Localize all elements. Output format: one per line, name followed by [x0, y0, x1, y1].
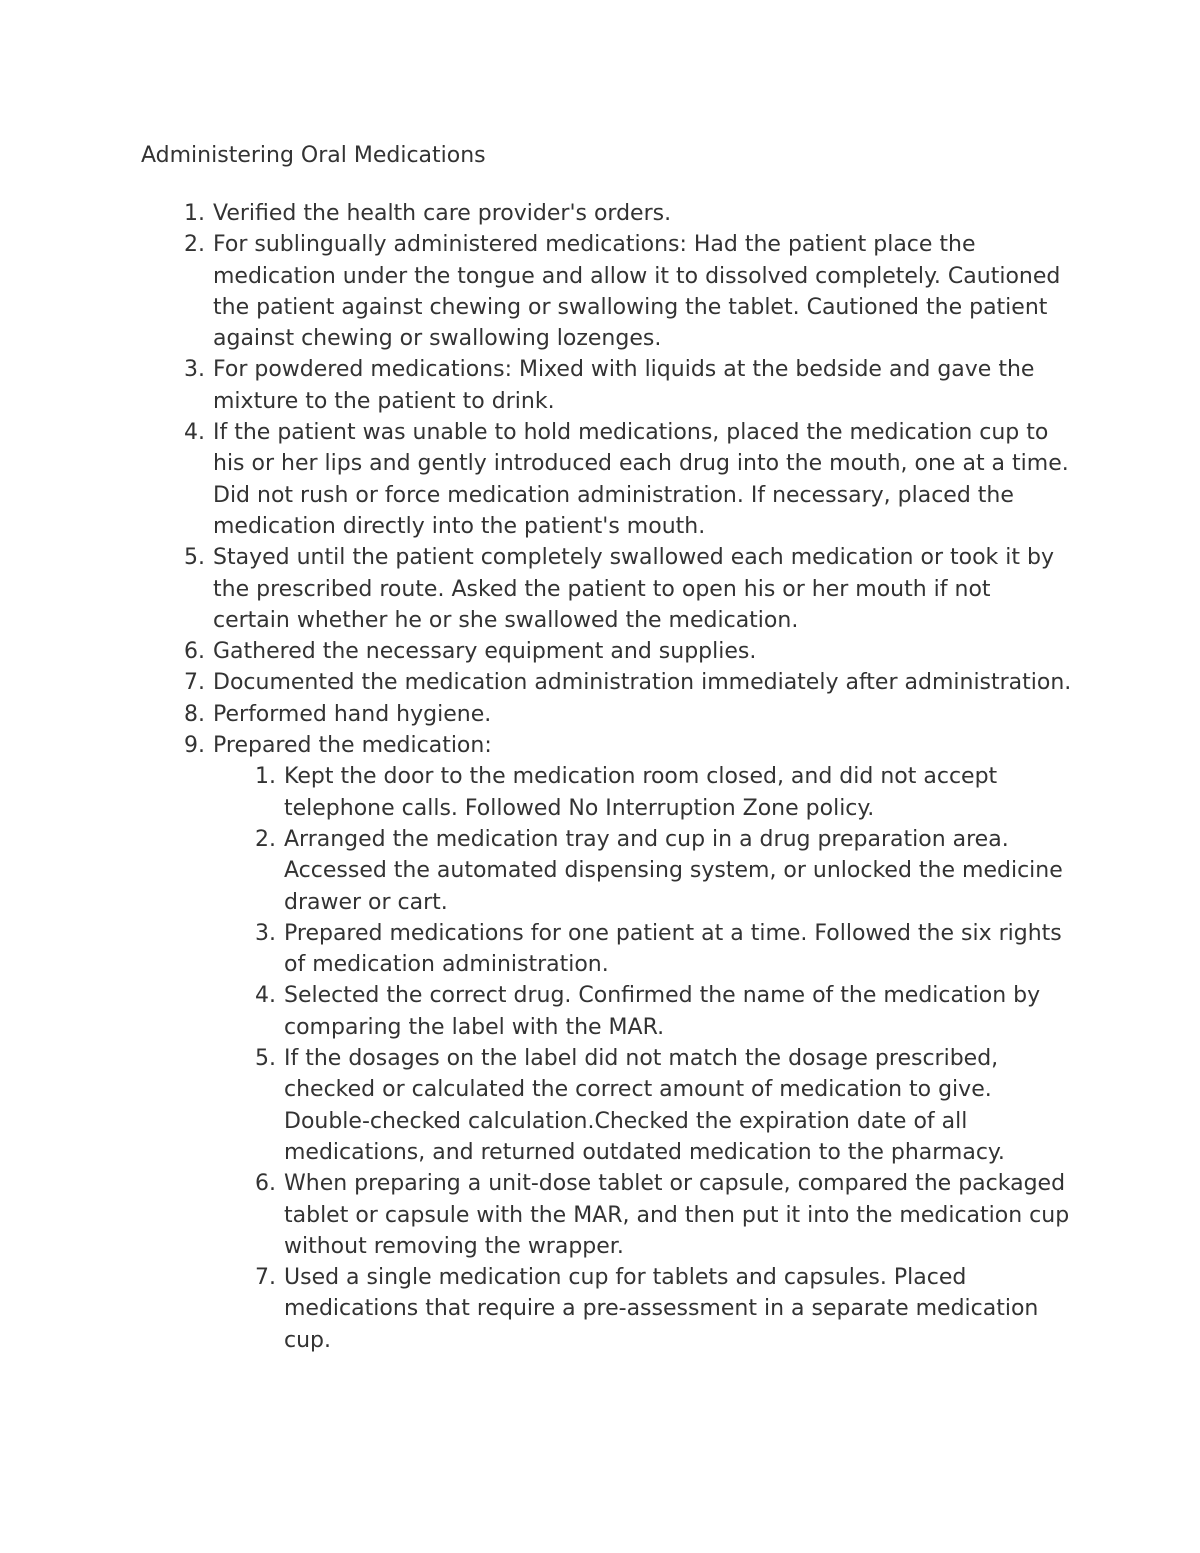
step-number: 4. [184, 420, 205, 446]
preparation-substeps-list [213, 761, 1073, 1356]
substep-number: 5. [255, 1046, 276, 1072]
list-item [184, 198, 1073, 229]
list-item [184, 542, 1073, 636]
substep-number: 3. [255, 920, 276, 946]
step-number: 3. [184, 357, 205, 383]
list-item [184, 229, 1073, 354]
list-item [255, 1043, 1073, 1168]
step-text: Documented the medication administration immediately after administration. [213, 670, 1072, 696]
step-number: 5. [184, 545, 205, 571]
substep-text: If the dosages on the label did not match the dosage prescribed, checked or calculated the correct amount of medication to give. Double-checked calculation.Checked the expiration date of all medications, and returned outdated medication to the pharmacy. [284, 1046, 1005, 1165]
step-number: 2. [184, 232, 205, 258]
step-text: Verified the health care provider's orders. [213, 201, 672, 226]
list-item [184, 699, 1073, 730]
list-item [255, 918, 1073, 981]
step-text: Stayed until the patient completely swallowed each medication or took it by the prescribed route. Asked the patient to open his or her mouth if not certain whether he or she swallowed the medication. [213, 545, 1054, 633]
step-number: 1. [184, 201, 205, 226]
list-item [184, 667, 1073, 698]
list-item [255, 824, 1073, 918]
list-item [255, 980, 1073, 1043]
substep-text: Used a single medication cup for tablets and capsules. Placed medications that require a pre-assessment in a separate medication cup. [284, 1265, 1039, 1353]
step-number: 6. [184, 639, 205, 665]
step-number: 7. [184, 670, 205, 696]
list-item [184, 730, 1073, 1356]
substep-number: 2. [255, 826, 276, 852]
list-item [255, 761, 1073, 824]
list-item [255, 1168, 1073, 1262]
step-text: Gathered the necessary equipment and supplies. [213, 639, 757, 665]
substep-text: Selected the correct drug. Confirmed the name of the medication by comparing the label with the MAR. [284, 983, 1041, 1040]
list-item [184, 636, 1073, 667]
list-item [184, 417, 1073, 542]
step-text: Prepared the medication: [213, 733, 492, 759]
procedure-steps-list [184, 198, 1073, 1356]
step-number: 8. [184, 701, 205, 727]
substep-number: 7. [255, 1265, 276, 1291]
substep-text: Kept the door to the medication room closed, and did not accept telephone calls. Followed No Interruption Zone policy. [284, 764, 998, 821]
substep-number: 4. [255, 983, 276, 1009]
substep-text: Arranged the medication tray and cup in a drug preparation area. Accessed the automated dispensing system, or unlocked the medicine drawer or cart. [284, 826, 1063, 915]
substep-text: When preparing a unit-dose tablet or capsule, compared the packaged tablet or capsule with the MAR, and then put it into the medication cup without removing the wrapper. [284, 1171, 1070, 1259]
document-title: Administering Oral Medications [141, 143, 486, 168]
step-text: If the patient was unable to hold medications, placed the medication cup to his or her lips and gently introduced each drug into the mouth, one at a time. Did not rush or force medication administration. If necessary, placed the medication directly into the patient's mouth. [213, 420, 1069, 539]
substep-number: 1. [255, 764, 276, 790]
step-text: For powdered medications: Mixed with liquids at the bedside and gave the mixture to the patient to drink. [213, 357, 1035, 414]
substep-number: 6. [255, 1171, 276, 1197]
substep-text: Prepared medications for one patient at a time. Followed the six rights of medication administration. [284, 920, 1062, 978]
list-item [255, 1262, 1073, 1356]
step-text: For sublingually administered medications: Had the patient place the medication under the tongue and allow it to dissolved completely. Cautioned the patient against chewing or swallowing the tablet. Cautioned the patient against chewing or swallowing lozenges. [213, 232, 1061, 352]
step-number: 9. [184, 733, 205, 759]
step-text: Performed hand hygiene. [213, 701, 492, 727]
list-item [184, 354, 1073, 417]
